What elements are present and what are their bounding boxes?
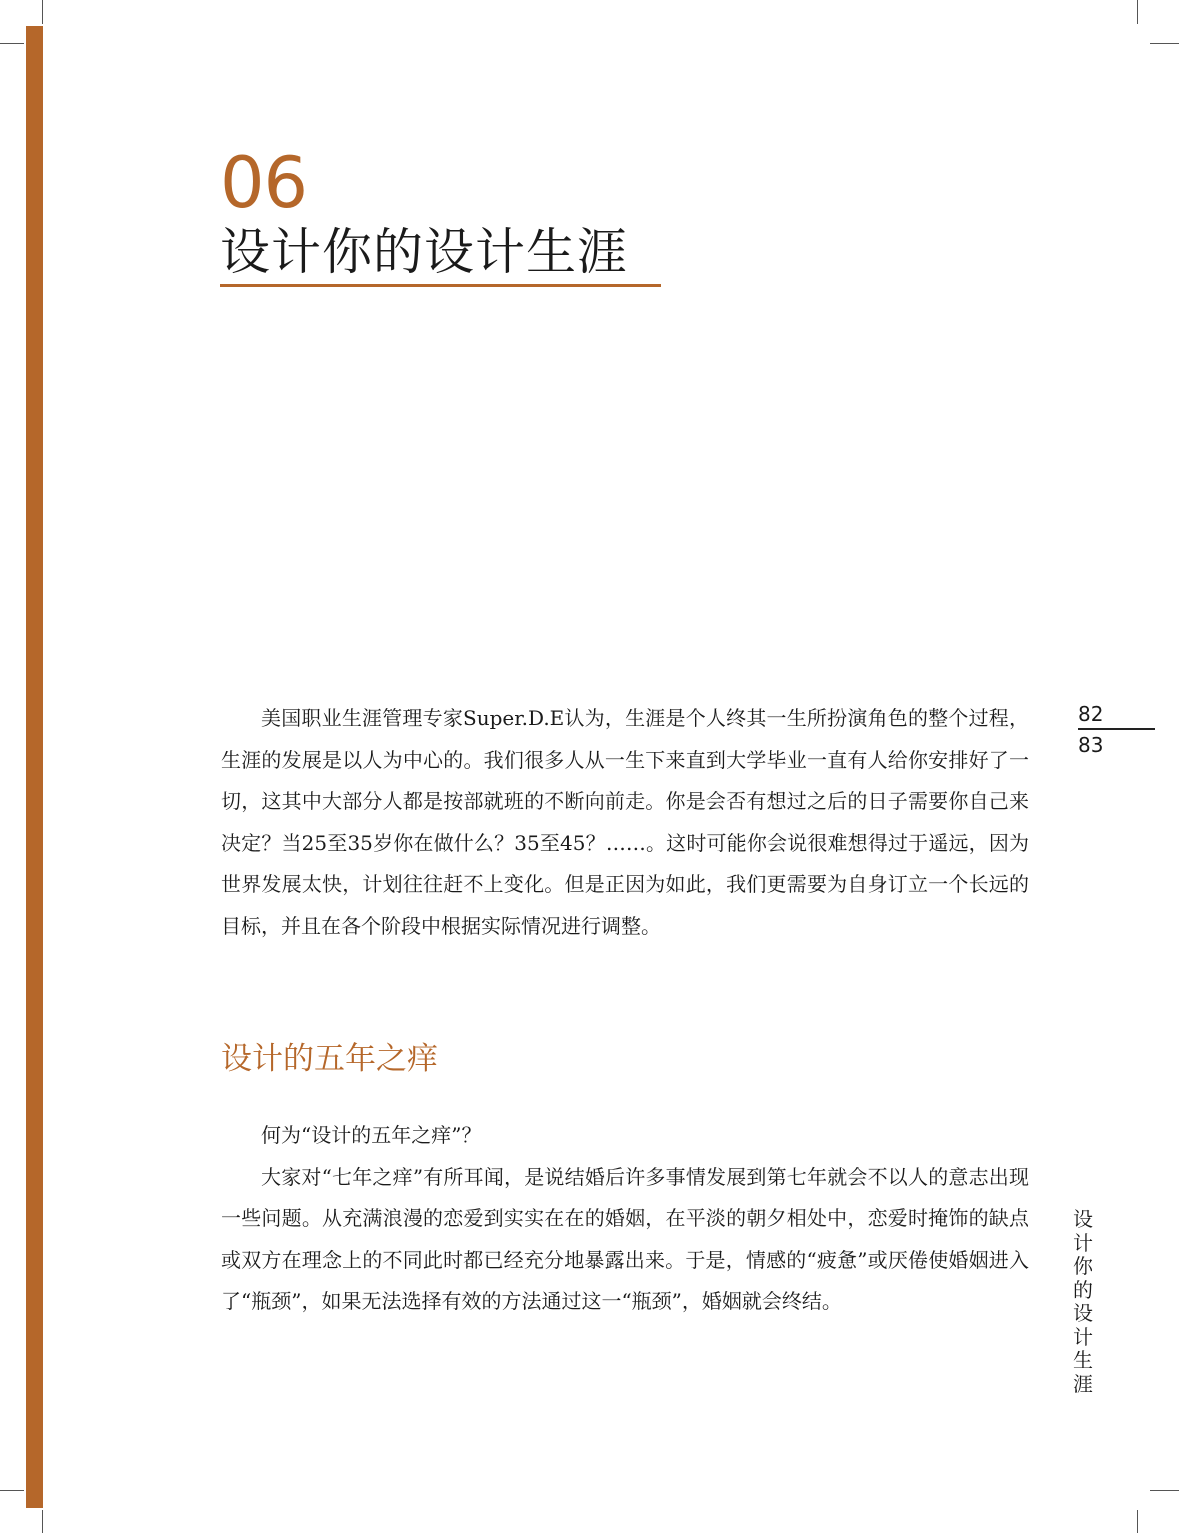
- intro-paragraph: [221, 698, 1029, 947]
- folio-right-page: 83: [1078, 733, 1104, 757]
- crop-mark: [0, 1490, 24, 1491]
- section-paragraph: 大家对“七年之痒”有所耳闻，是说结婚后许多事情发展到第七年就会不以人的意志出现一些问题。从充满浪漫的恋爱到实实在在的婚姻，在平淡的朝夕相处中，恋爱时掩饰的缺点或双方在理念上的不同此时都已经充分地暴露出来。于是，情感的“疲惫”或厌倦使婚姻进入了“瓶颈”，如果无法选择有效的方法通过这一“瓶颈”，婚姻就会终结。: [221, 1164, 1029, 1313]
- crop-mark: [0, 43, 24, 44]
- crop-mark: [1150, 43, 1179, 44]
- spine-bar: [26, 26, 43, 1508]
- chapter-number: 06: [220, 142, 308, 224]
- crop-mark: [1150, 1490, 1179, 1491]
- crop-mark: [1137, 0, 1138, 24]
- section-paragraph: 何为“设计的五年之痒”？: [261, 1123, 482, 1147]
- folio-divider: [1078, 728, 1155, 730]
- running-title: 设计你的设计生涯: [1073, 1207, 1093, 1396]
- intro-text: 美国职业生涯管理专家Super.D.E认为，生涯是个人终其一生所扮演角色的整个过程，生涯的发展是以人为中心的。我们很多人从一生下来直到大学毕业一直有人给你安排好了一切，这其中大部分人都是按部就班的不断向前走。你是会否有想过之后的日子需要你自己来决定？当25至35岁你在做什么？35至45？……。这时可能你会说很难想得过于遥远，因为世界发展太快，计划往往赶不上变化。但是正因为如此，我们更需要为自身订立一个长远的目标，并且在各个阶段中根据实际情况进行调整。: [221, 706, 1029, 938]
- chapter-title: 设计你的设计生涯: [220, 223, 628, 281]
- folio-left-page: 82: [1078, 702, 1104, 726]
- title-underline: [220, 284, 661, 287]
- section-body: [221, 1115, 1029, 1323]
- crop-mark: [42, 0, 43, 24]
- section-heading: 设计的五年之痒: [221, 1041, 438, 1077]
- crop-mark: [1137, 1510, 1138, 1533]
- crop-mark: [42, 1510, 43, 1533]
